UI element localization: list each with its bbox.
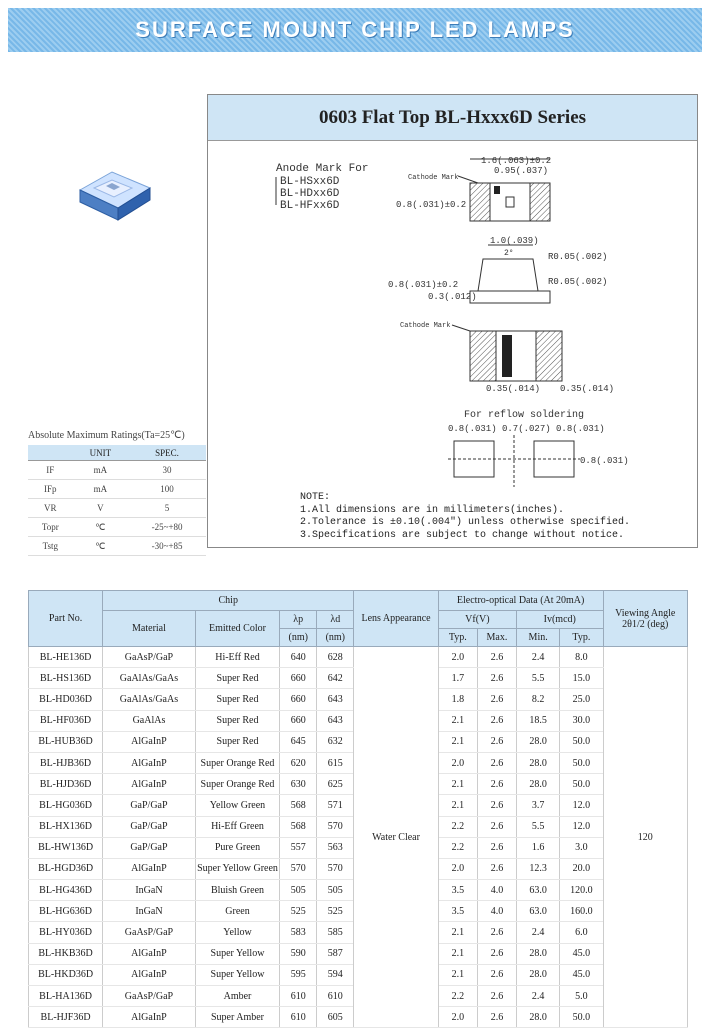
cell-ld: 525 [317,901,354,922]
cell-vf-max: 2.6 [477,943,516,964]
cell-vf-typ: 2.0 [438,752,477,773]
dim-top-height: 0.8(.031)±0.2 [396,200,467,210]
cell-lp: 620 [280,752,317,773]
cell-material: GaAsP/GaP [103,647,196,668]
cell-vf-max: 2.6 [477,689,516,710]
cell-color: Super Orange Red [195,774,279,795]
cell-vf-typ: 2.1 [438,964,477,985]
cell-lp: 610 [280,986,317,1007]
cell-ld: 642 [317,668,354,689]
led-chip-illustration [72,160,162,230]
cell-vf-max: 2.6 [477,858,516,879]
header-lp-unit: (nm) [280,629,317,647]
dim-r1: R0.05(.002) [548,252,608,262]
cell-part: BL-HJB36D [29,752,103,773]
cell-ld: 628 [317,647,354,668]
cell-part: BL-HJF36D [29,1007,103,1028]
cell-part: BL-HG036D [29,795,103,816]
cell-vf-typ: 2.1 [438,922,477,943]
cell-material: GaP/GaP [103,837,196,858]
cell-lp: 583 [280,922,317,943]
dim-r2: R0.05(.002) [548,277,608,287]
cell-material: InGaN [103,901,196,922]
header-lp: λp [280,611,317,629]
cell-color: Pure Green [195,837,279,858]
header-material: Material [103,611,196,647]
cell-ld: 632 [317,731,354,752]
cell-vf-max: 2.6 [477,986,516,1007]
cell-part: BL-HGD36D [29,858,103,879]
cell-lens-appearance: Water Clear [354,647,438,1028]
cell-vf-typ: 2.1 [438,795,477,816]
cell-vf-max: 2.6 [477,837,516,858]
note-line-3: 3.Specifications are subject to change without notice. [300,529,625,541]
cell-color: Yellow [195,922,279,943]
cell-part: BL-HKB36D [29,943,103,964]
cell-vf-typ: 3.5 [438,880,477,901]
cell-lp: 660 [280,668,317,689]
cell-vf-max: 2.6 [477,647,516,668]
cell-iv-min: 28.0 [517,943,560,964]
header-vf-typ: Typ. [438,629,477,647]
cell-iv-typ: 12.0 [560,816,603,837]
anode-mark-label: Anode Mark For [276,163,369,175]
cell-iv-typ: 50.0 [560,731,603,752]
cell-iv-min: 2.4 [517,986,560,1007]
cell-vf-typ: 2.1 [438,731,477,752]
cell-part: BL-HA136D [29,986,103,1007]
abs-ratings-table [28,445,206,556]
header-part-no: Part No. [29,591,103,647]
cell-material: GaAlAs [103,710,196,731]
cell-lp: 610 [280,1007,317,1028]
cell-vf-typ: 2.0 [438,1007,477,1028]
cell-iv-typ: 8.0 [560,647,603,668]
cell-lp: 557 [280,837,317,858]
cell-lp: 660 [280,710,317,731]
cell-material: GaP/GaP [103,795,196,816]
title-banner [8,8,702,52]
cell-iv-typ: 160.0 [560,901,603,922]
cell-iv-min: 28.0 [517,1007,560,1028]
cell-iv-min: 28.0 [517,731,560,752]
cell-material: GaAsP/GaP [103,986,196,1007]
cell-color: Super Orange Red [195,752,279,773]
anode-mark-hf: BL-HFxx6D [280,200,340,212]
cell-vf-max: 2.6 [477,774,516,795]
cell-ld: 625 [317,774,354,795]
cell-material: AlGaInP [103,752,196,773]
cell-material: AlGaInP [103,858,196,879]
cell-material: AlGaInP [103,731,196,752]
dimension-drawing [208,141,697,541]
cell-color: Green [195,901,279,922]
cell-part: BL-HE136D [29,647,103,668]
reflow-dims: 0.8(.031) 0.7(.027) 0.8(.031) [448,424,605,434]
cell-iv-min: 2.4 [517,922,560,943]
cell-material: GaAlAs/GaAs [103,689,196,710]
cell-lp: 640 [280,647,317,668]
cell-vf-typ: 2.0 [438,858,477,879]
cell-part: BL-HY036D [29,922,103,943]
header-emitted-color: Emitted Color [195,611,279,647]
cell-ld: 505 [317,880,354,901]
abs-ratings-block [28,430,206,556]
cell-iv-typ: 20.0 [560,858,603,879]
abs-row: IFp mA 100 [28,480,206,499]
header-ld-unit: (nm) [317,629,354,647]
cell-color: Yellow Green [195,795,279,816]
cell-vf-typ: 1.8 [438,689,477,710]
cell-iv-min: 5.5 [517,668,560,689]
cell-color: Super Yellow [195,964,279,985]
anode-mark-hd: BL-HDxx6D [280,188,340,200]
cell-lp: 568 [280,816,317,837]
cell-ld: 594 [317,964,354,985]
cell-vf-typ: 1.7 [438,668,477,689]
dim-side-width: 1.0(.039) [490,236,539,246]
cell-material: AlGaInP [103,964,196,985]
cell-iv-min: 8.2 [517,689,560,710]
cell-vf-typ: 2.2 [438,816,477,837]
abs-row: IF mA 30 [28,461,206,480]
dim-side-height: 0.8(.031)±0.2 [388,280,459,290]
cell-lp: 645 [280,731,317,752]
cell-iv-typ: 3.0 [560,837,603,858]
cell-lp: 630 [280,774,317,795]
cell-material: AlGaInP [103,774,196,795]
cell-iv-min: 28.0 [517,964,560,985]
cell-vf-typ: 2.1 [438,774,477,795]
cell-vf-typ: 2.1 [438,943,477,964]
cell-vf-typ: 2.2 [438,986,477,1007]
cell-iv-typ: 50.0 [560,1007,603,1028]
cell-vf-max: 2.6 [477,922,516,943]
table-row [29,647,688,668]
cell-color: Hi-Eff Green [195,816,279,837]
header-iv: Iv(mcd) [517,611,603,629]
abs-header-blank [28,445,73,461]
cell-iv-typ: 6.0 [560,922,603,943]
cell-part: BL-HX136D [29,816,103,837]
cell-ld: 570 [317,816,354,837]
cell-ld: 563 [317,837,354,858]
cell-ld: 605 [317,1007,354,1028]
cell-iv-min: 2.4 [517,647,560,668]
abs-row: Tstg ℃ -30~+85 [28,537,206,556]
cell-vf-max: 2.6 [477,710,516,731]
cell-ld: 643 [317,710,354,731]
cell-color: Super Red [195,668,279,689]
cell-viewing-angle: 120 [603,647,688,1028]
cell-color: Hi-Eff Red [195,647,279,668]
header-iv-min: Min. [517,629,560,647]
cell-vf-max: 2.6 [477,816,516,837]
cathode-mark-bottom: Cathode Mark [400,322,451,330]
note-line-1: 1.All dimensions are in millimeters(inches). [300,504,565,516]
cell-iv-typ: 30.0 [560,710,603,731]
cell-vf-max: 2.6 [477,795,516,816]
cell-iv-min: 12.3 [517,858,560,879]
cell-lp: 505 [280,880,317,901]
cell-vf-max: 2.6 [477,964,516,985]
cell-iv-typ: 50.0 [560,774,603,795]
dim-bottom-right: 0.35(.014) [560,384,615,394]
header-vf: Vf(V) [438,611,516,629]
header-vf-max: Max. [477,629,516,647]
cell-vf-typ: 3.5 [438,901,477,922]
cell-vf-max: 2.6 [477,752,516,773]
cell-iv-typ: 25.0 [560,689,603,710]
cell-part: BL-HF036D [29,710,103,731]
cell-iv-typ: 12.0 [560,795,603,816]
cell-vf-max: 4.0 [477,880,516,901]
cell-part: BL-HUB36D [29,731,103,752]
reflow-height: 0.8(.031) [580,456,629,466]
cell-iv-min: 28.0 [517,752,560,773]
cell-iv-typ: 15.0 [560,668,603,689]
dim-top-width: 1.6(.063)±0.2 [481,156,552,166]
cell-part: BL-HJD36D [29,774,103,795]
abs-header-unit: UNIT [73,445,129,461]
series-title: 0603 Flat Top BL-Hxxx6D Series [208,95,697,141]
cell-material: GaAlAs/GaAs [103,668,196,689]
cell-color: Super Yellow Green [195,858,279,879]
cell-ld: 571 [317,795,354,816]
spec-table [28,590,688,1028]
header-eo: Electro-optical Data (At 20mA) [438,591,603,611]
dim-top-gap: 0.95(.037) [494,166,549,176]
cell-part: BL-HD036D [29,689,103,710]
notes-block [300,492,630,542]
abs-row: VR V 5 [28,499,206,518]
cell-vf-typ: 2.0 [438,647,477,668]
cell-ld: 610 [317,986,354,1007]
cell-color: Amber [195,986,279,1007]
cell-iv-min: 63.0 [517,880,560,901]
cell-lp: 568 [280,795,317,816]
cell-ld: 585 [317,922,354,943]
cell-iv-typ: 50.0 [560,752,603,773]
cell-vf-max: 2.6 [477,731,516,752]
abs-header-spec: SPEC. [128,445,206,461]
cell-iv-typ: 45.0 [560,964,603,985]
banner-title: SURFACE MOUNT CHIP LED LAMPS [135,17,575,42]
dim-bottom-left: 0.35(.014) [486,384,541,394]
header-iv-typ: Typ. [560,629,603,647]
cell-ld: 643 [317,689,354,710]
cell-iv-min: 63.0 [517,901,560,922]
cell-color: Super Amber [195,1007,279,1028]
cell-color: Super Yellow [195,943,279,964]
anode-mark-hs: BL-HSxx6D [280,176,340,188]
cell-iv-typ: 5.0 [560,986,603,1007]
cell-color: Super Red [195,731,279,752]
note-line-2: 2.Tolerance is ±0.10(.004") unless otherwise specified. [300,517,631,528]
cell-iv-typ: 120.0 [560,880,603,901]
cell-lp: 595 [280,964,317,985]
cell-part: BL-HG436D [29,880,103,901]
cell-part: BL-HW136D [29,837,103,858]
header-lens: Lens Appearance [354,591,438,647]
cell-vf-typ: 2.1 [438,710,477,731]
dim-side-base: 0.3(.012) [428,292,477,302]
header-ld: λd [317,611,354,629]
cell-lp: 570 [280,858,317,879]
cell-vf-typ: 2.2 [438,837,477,858]
reflow-title: For reflow soldering [464,410,585,421]
abs-row: Topr ℃ -25~+80 [28,518,206,537]
header-viewing: Viewing Angle 2θ1/2 (deg) [603,591,688,647]
cell-part: BL-HG636D [29,901,103,922]
cell-color: Bluish Green [195,880,279,901]
cell-iv-typ: 45.0 [560,943,603,964]
cell-ld: 615 [317,752,354,773]
header-chip: Chip [103,591,354,611]
cathode-mark-top: Cathode Mark [408,174,459,182]
cell-iv-min: 5.5 [517,816,560,837]
cell-vf-max: 2.6 [477,1007,516,1028]
cell-vf-max: 4.0 [477,901,516,922]
cell-lp: 525 [280,901,317,922]
cell-material: AlGaInP [103,1007,196,1028]
abs-ratings-caption: Absolute Maximum Ratings(Ta=25℃) [28,430,185,441]
dim-side-angle: 2° [504,249,514,258]
cell-vf-max: 2.6 [477,668,516,689]
cell-lp: 660 [280,689,317,710]
cell-part: BL-HKD36D [29,964,103,985]
series-drawing-panel [207,94,698,548]
cell-color: Super Red [195,689,279,710]
cell-iv-min: 18.5 [517,710,560,731]
cell-iv-min: 3.7 [517,795,560,816]
cell-material: GaP/GaP [103,816,196,837]
cell-color: Super Red [195,710,279,731]
cell-material: InGaN [103,880,196,901]
cell-iv-min: 1.6 [517,837,560,858]
cell-material: AlGaInP [103,943,196,964]
cell-lp: 590 [280,943,317,964]
cell-material: GaAsP/GaP [103,922,196,943]
cell-ld: 570 [317,858,354,879]
note-heading: NOTE: [300,492,331,503]
cell-ld: 587 [317,943,354,964]
cell-iv-min: 28.0 [517,774,560,795]
cell-part: BL-HS136D [29,668,103,689]
